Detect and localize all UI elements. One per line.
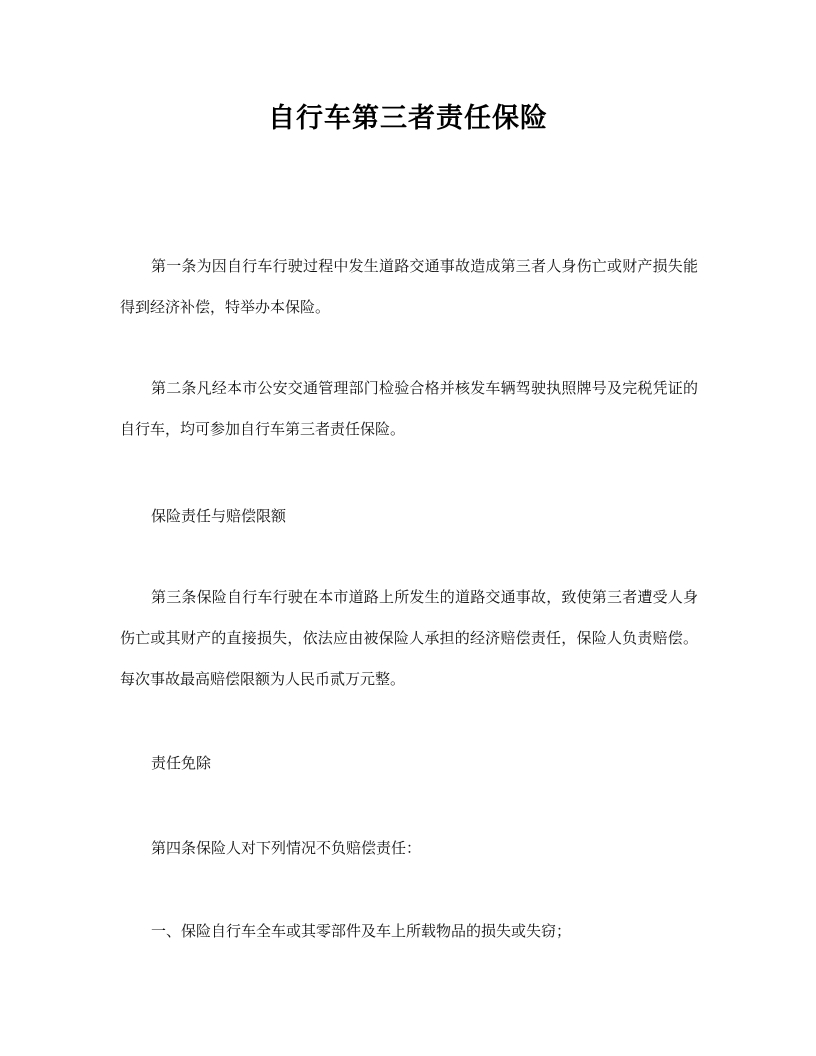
article-2-paragraph: 第二条凡经本市公安交通管理部门检验合格并核发车辆驾驶执照牌号及完税凭证的自行车，均可参加自行车第三者责任保险。 bbox=[120, 379, 698, 438]
article-1-paragraph: 第一条为因自行车行驶过程中发生道路交通事故造成第三者人身伤亡或财产损失能得到经济补偿，特举办本保险。 bbox=[120, 257, 698, 316]
exclusion-item-1: 一、保险自行车全车或其零部件及车上所载物品的损失或失窃； bbox=[151, 922, 572, 940]
section-heading-liability: 保险责任与赔偿限额 bbox=[151, 507, 287, 525]
article-3-paragraph: 第三条保险自行车行驶在本市道路上所发生的道路交通事故，致使第三者遭受人身伤亡或其财产的直接损失，依法应由被保险人承担的经济赔偿责任，保险人负责赔偿。每次事故最高赔偿限额为人民币贰万元整。 bbox=[120, 588, 698, 688]
document-title: 自行车第三者责任保险 bbox=[268, 103, 548, 134]
section-heading-exclusions: 责任免除 bbox=[151, 754, 212, 772]
article-4-paragraph: 第四条保险人对下列情况不负赔偿责任： bbox=[151, 839, 422, 857]
